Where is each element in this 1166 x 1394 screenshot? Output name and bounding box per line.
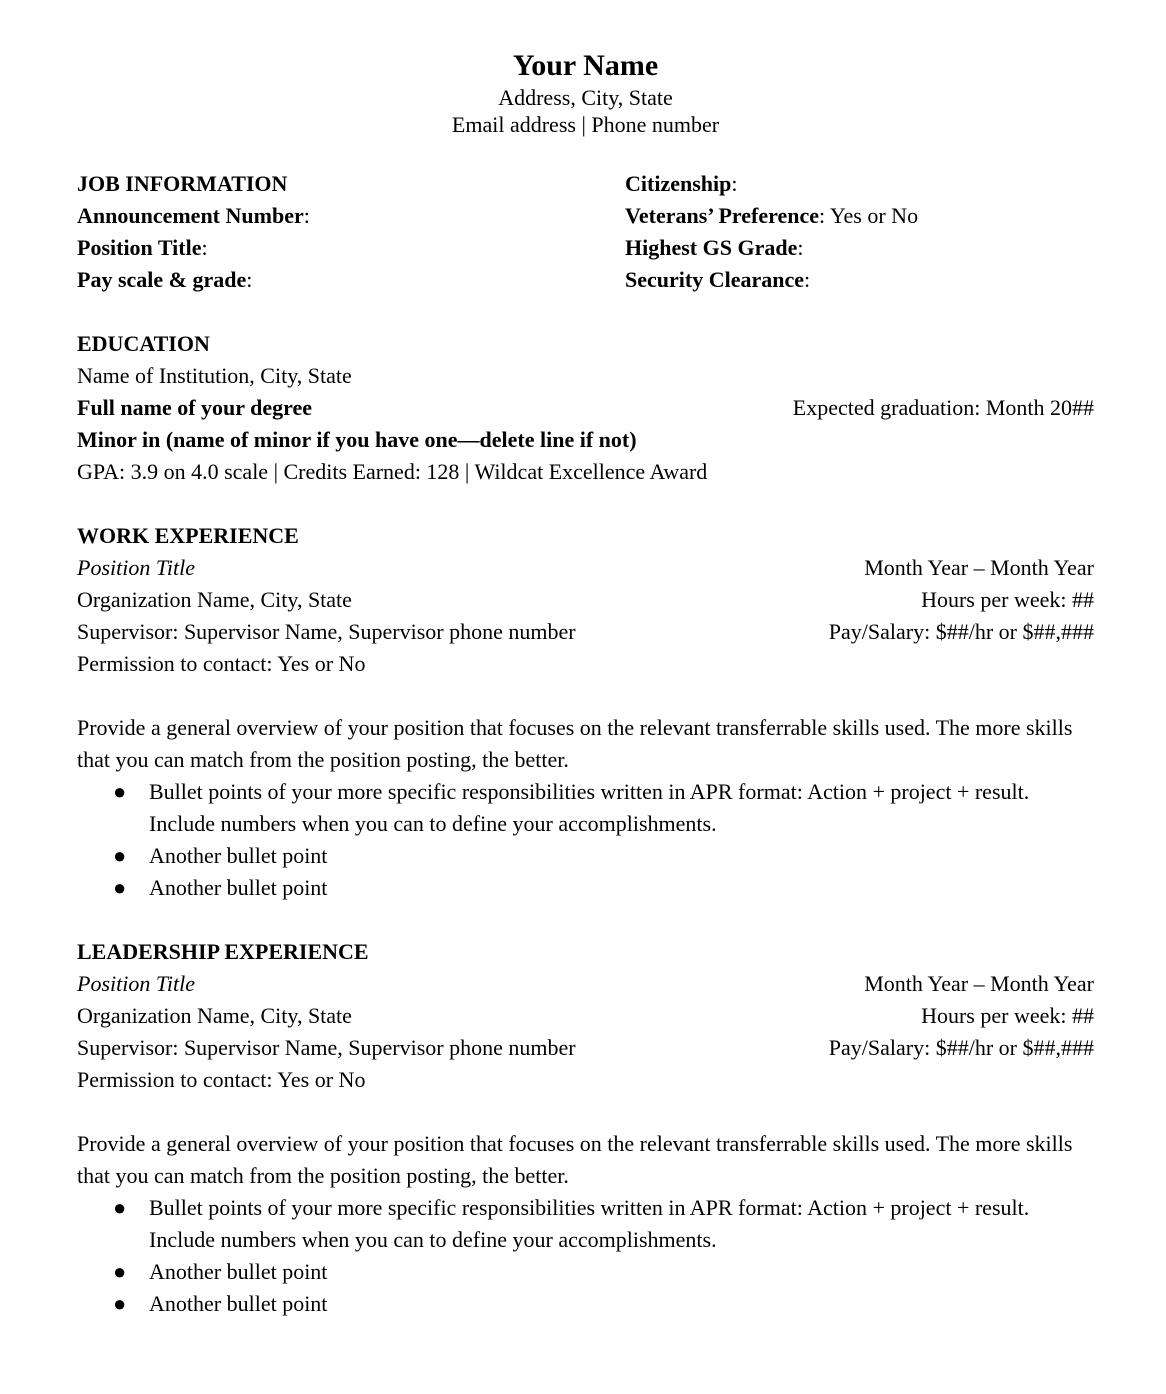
bullet-icon: ● xyxy=(113,1259,127,1284)
organization: Organization Name, City, State xyxy=(77,587,352,612)
job-information xyxy=(77,168,1094,296)
bullet-icon: ● xyxy=(113,875,127,900)
resume-page xyxy=(77,0,1094,1320)
job-info-field xyxy=(625,232,918,264)
experience-section xyxy=(77,936,1094,1320)
dates: Month Year – Month Year xyxy=(864,555,1094,580)
job-info-field xyxy=(77,232,625,264)
list-item xyxy=(77,1256,1094,1288)
field-label: Position Title xyxy=(77,235,202,260)
graduation-date: Expected graduation: Month 20## xyxy=(792,395,1094,420)
job-info-field xyxy=(625,264,918,296)
field-label: Security Clearance xyxy=(625,267,804,292)
list-item xyxy=(77,872,1094,904)
field-label: Highest GS Grade xyxy=(625,235,798,260)
bullet-text: Another bullet point xyxy=(149,1259,328,1284)
field-value: : xyxy=(804,267,811,292)
section-heading: EDUCATION xyxy=(77,331,210,356)
section-heading: WORK EXPERIENCE xyxy=(77,523,299,548)
job-info-field xyxy=(625,200,918,232)
bullet-icon: ● xyxy=(113,1291,127,1316)
education-details: GPA: 3.9 on 4.0 scale | Credits Earned: 128 | Wildcat Excellence Award xyxy=(77,459,708,484)
education-section xyxy=(77,328,1094,488)
field-label: Citizenship xyxy=(625,171,732,196)
organization: Organization Name, City, State xyxy=(77,1003,352,1028)
field-label: Veterans’ Preference xyxy=(625,203,820,228)
bullet-list xyxy=(77,1192,1094,1320)
field-label: Pay scale & grade xyxy=(77,267,247,292)
list-item xyxy=(77,1192,1094,1256)
job-info-field xyxy=(77,264,625,296)
dates: Month Year – Month Year xyxy=(864,971,1094,996)
field-value: : Yes or No xyxy=(819,203,919,228)
position-title: Position Title xyxy=(77,971,195,996)
list-item xyxy=(77,1288,1094,1320)
section-heading: JOB INFORMATION xyxy=(77,171,288,196)
position-title: Position Title xyxy=(77,555,195,580)
hours: Hours per week: ## xyxy=(921,587,1094,612)
degree: Full name of your degree xyxy=(77,395,313,420)
list-item xyxy=(77,840,1094,872)
bullet-text: Another bullet point xyxy=(149,875,328,900)
bullet-text: Another bullet point xyxy=(149,1291,328,1316)
supervisor: Supervisor: Supervisor Name, Supervisor phone number xyxy=(77,1035,576,1060)
field-label: Announcement Number xyxy=(77,203,304,228)
hours: Hours per week: ## xyxy=(921,1003,1094,1028)
section-heading: LEADERSHIP EXPERIENCE xyxy=(77,939,369,964)
experience-section xyxy=(77,520,1094,904)
contact-info: Email address | Phone number xyxy=(451,112,720,137)
pay: Pay/Salary: $##/hr or $##,### xyxy=(828,1035,1094,1060)
job-info-field xyxy=(77,200,625,232)
bullet-text: Another bullet point xyxy=(149,843,328,868)
bullet-icon: ● xyxy=(113,779,127,804)
job-info-field xyxy=(625,168,918,200)
bullet-icon: ● xyxy=(113,843,127,868)
list-item xyxy=(77,776,1094,840)
institution: Name of Institution, City, State xyxy=(77,363,352,388)
permission: Permission to contact: Yes or No xyxy=(77,1067,366,1092)
field-value: : xyxy=(201,235,208,260)
pay: Pay/Salary: $##/hr or $##,### xyxy=(828,619,1094,644)
supervisor: Supervisor: Supervisor Name, Supervisor phone number xyxy=(77,619,576,644)
bullet-list xyxy=(77,776,1094,904)
minor: Minor in (name of minor if you have one—delete line if not) xyxy=(77,427,637,452)
bullet-text: Bullet points of your more specific responsibilities written in APR format: Action + project + result. Include numbers when you can to define your accomplishments. xyxy=(149,779,1030,836)
bullet-text: Bullet points of your more specific responsibilities written in APR format: Action + project + result. Include numbers when you can to define your accomplishments. xyxy=(149,1195,1030,1252)
field-value: : xyxy=(797,235,804,260)
overview: Provide a general overview of your position that focuses on the relevant transferrable skills used. The more skills that you can match from the position posting, the better. xyxy=(77,1131,1073,1188)
field-value: : xyxy=(303,203,310,228)
bullet-icon: ● xyxy=(113,1195,127,1220)
overview: Provide a general overview of your position that focuses on the relevant transferrable skills used. The more skills that you can match from the position posting, the better. xyxy=(77,715,1073,772)
field-value: : xyxy=(731,171,738,196)
resume-name: Your Name xyxy=(512,49,659,82)
permission: Permission to contact: Yes or No xyxy=(77,651,366,676)
field-value: : xyxy=(246,267,253,292)
address: Address, City, State xyxy=(498,85,673,110)
